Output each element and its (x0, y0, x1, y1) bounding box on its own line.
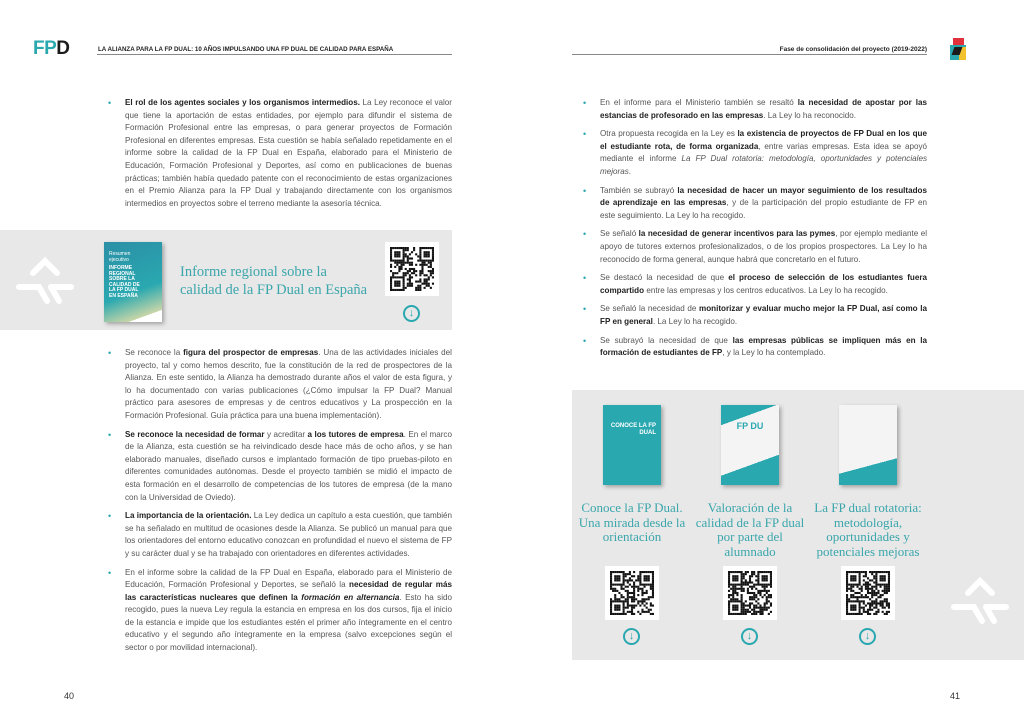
text: . Esto ha sido recogido, pues la nueva Ley regula la estancia en empresa en los dos cursos, fija el inicio de la estancia e impide que los estudiantes estén el primer año íntegramente en el centro educativo y el segundo año íntegramente en la empresa (salvo excepciones según el sector o por movilidad internacional). (125, 592, 453, 653)
text: . Una de las actividades iniciales del proyecto, tal y como hemos descrito, fue la constitución de la red de prospectores de la Alianza. En este sentido, la Alianza ha demostrado durante años el valor de esta figura, y lo ha documentado con varias publicaciones (¿Cómo impulsar la FP Dual? Manual práctico para asesores de empresas y de centros educativos y La prospección en la Formación Profesional. Guía práctica para una buena implementación). (125, 348, 452, 420)
bold-text: formación en alternancia (301, 592, 400, 602)
bold-text: figura del prospector de empresas (183, 348, 319, 357)
cover-text: Resumen (109, 251, 131, 257)
text: Se señaló (600, 229, 639, 239)
bold-text: El rol de los agentes sociales y los organismos intermedios. (125, 98, 360, 107)
text: . La Ley lo ha recogido. (652, 316, 738, 326)
publications-panel (572, 390, 1024, 660)
text: entre las empresas y los centros educativos. La Ley lo ha recogido. (644, 285, 888, 295)
header-rule-right (572, 54, 927, 55)
running-header-left: LA ALIANZA PARA LA FP DUAL: 10 AÑOS IMPULSANDO UNA FP DUAL DE CALIDAD PARA ESPAÑA (98, 46, 394, 53)
bullet-item (108, 97, 452, 210)
text: . La Ley lo ha reconocido. (763, 110, 857, 120)
download-circle-icon[interactable]: ↓ (741, 628, 758, 645)
cover-text: LA FP DUAL (109, 287, 139, 293)
bullet-item (108, 429, 452, 505)
text: Se subrayó la necesidad de que (600, 335, 733, 345)
bold-text: la necesidad de generar incentivos para las pymes (638, 229, 836, 239)
text: , por ejemplo mediante el apoyo de tutores externos profesionalizados, o de los propios prospectores. La Ley lo ha reconocido de forma general, aunque habrá que concretarlo en el futuro. (600, 229, 927, 264)
cover-text: CONOCE LA FP DUAL (610, 423, 656, 436)
bullet-item (108, 567, 452, 655)
text: También se subrayó (600, 185, 678, 195)
text: , y de la participación del propio estudiante de FP en este seguimiento. La Ley lo ha recogido. (600, 198, 927, 220)
brand-mark-icon (950, 38, 966, 60)
cover-text: SOBRE LA (109, 276, 135, 282)
text: , y la Ley lo ha contemplado. (722, 348, 826, 358)
publication-title: Conoce la FP Dual. Una mirada desde la orientación (578, 500, 686, 544)
text: Se señaló la necesidad de (600, 304, 700, 314)
text: En el informe para el Ministerio también se resaltó (600, 98, 798, 107)
bullet-item (583, 128, 927, 178)
text: Se reconoce la (125, 348, 184, 357)
cover-text: CALIDAD DE (109, 281, 140, 288)
bullet-item (583, 335, 927, 360)
publication-title: Valoración de la calidad de la FP dual por parte del alumnado (695, 500, 805, 559)
text: y acreditar (264, 429, 308, 439)
bold-text: la necesidad de hacer un mayor seguimiento de los resultados de aprendizaje en las empresas (600, 185, 927, 208)
text: . (628, 166, 632, 176)
bold-text: la necesidad de apostar por las estancias de profesorado en las empresas (600, 98, 927, 120)
bullet-item (108, 347, 452, 423)
arrows-brand-icon (950, 575, 1010, 630)
text: Otra propuesta recogida en la Ley es (600, 129, 738, 139)
bold-text: las empresas públicas se impliquen más en la formación de estudiantes de FP (600, 335, 927, 358)
bold-text: monitorizar y evaluar mucho mejor la FP Dual, así como la FP en general (600, 304, 927, 326)
bold-text: Se reconoce la necesidad de formar (125, 429, 265, 439)
bullet-item (583, 272, 927, 297)
page-number-right: 41 (950, 691, 961, 701)
bold-text: a los tutores de empresa (307, 429, 404, 439)
bullet-item (583, 97, 927, 122)
publication-title: La FP dual rotatoria: metodología, oportunidades y potenciales mejoras (814, 500, 922, 559)
text: . En el marco de la Alianza, esta cuestión se ha reivindicado desde hace más de ocho años, y se han elaborado manuales, diseñado cursos e implantado formación de tipo pruebas-piloto en diferentes comunidades autónomas. Desde el proyecto también se midió el impacto de esta formación en el desarrollo de competencias de los tutores de empresa (de la mano con la Universidad de Oviedo). (125, 429, 452, 502)
cover-text: REGIONAL (109, 270, 136, 277)
arrows-brand-icon (15, 255, 75, 310)
text: La Ley reconoce el valor que tiene la aportación de estas entidades, por ejemplo para difundir el sistema de Formación Profesional entre las empresas, o para generar proyectos de Formación Profesional en diferentes empresas. Esta cuestión se había señalado repetidamente en el informe sobre la calidad de la FP Dual en España, elaborado para el Ministerio de Educación, Formación Profesional y Deportes, así como en publicaciones de buenas prácticas; también había quedado patente con el reconocimiento de estas organizaciones en el Premio Alianza para la FP Dual y trabajando directamente con los organismos intermedios en proyectos sobre el terreno mediante la asesoría técnica. (125, 98, 452, 208)
publication-cover (839, 405, 897, 485)
bullet-item (108, 510, 452, 560)
download-circle-icon[interactable]: ↓ (403, 305, 420, 322)
bold-text: el proceso de selección de los estudiantes fuera compartido (600, 273, 927, 295)
text: Se destacó la necesidad de que (600, 273, 729, 283)
cover-text: EN ESPAÑA (109, 292, 138, 299)
qr-code-icon[interactable] (841, 566, 895, 620)
publication-card (808, 390, 928, 660)
text: , entre varias empresas. Esta idea se apoyó mediante el informe (600, 141, 927, 164)
page-number-left: 40 (64, 691, 75, 701)
download-circle-icon[interactable]: ↓ (623, 628, 640, 645)
promo-title: Informe regional sobre la calidad de la FP Dual en España (180, 264, 368, 298)
cover-text: FP DU (736, 421, 764, 431)
publication-card (572, 390, 692, 660)
publication-card (690, 390, 810, 660)
left-top-text (108, 97, 452, 216)
cover-text: ejecutivo (109, 256, 129, 263)
fpd-logo: FPD (33, 38, 70, 59)
report-cover (104, 242, 162, 322)
header-rule (97, 54, 452, 55)
left-bullets (108, 347, 452, 661)
bold-text: necesidad de regular más las características nucleares que definen la (125, 580, 452, 602)
running-header-right: Fase de consolidación del proyecto (2019-2022) (779, 46, 927, 53)
qr-code-icon[interactable] (605, 566, 659, 620)
bullet-item (583, 228, 927, 266)
text: La Ley dedica un capítulo a esta cuestión, que también se ha señalado en multitud de ocasiones desde la Alianza. Se publicó un manual para que los orientadores del entorno educativo conozcan en profundidad el nuevo el sistema de FP y su carácter dual y se ha trabajado con orientadores en diferentes actividades. (125, 511, 453, 558)
bullet-item (583, 185, 927, 223)
cover-text: INFORME (109, 265, 133, 271)
publication-cover (721, 405, 779, 485)
publication-cover (603, 405, 661, 485)
bold-text: La importancia de la orientación. (125, 511, 252, 521)
promo-band (0, 230, 452, 330)
right-bullets (583, 97, 927, 366)
bold-text: la existencia de proyectos de FP Dual en los que el estudiante rota, de forma organizada (600, 129, 927, 151)
text: La FP Dual rotatoria: metodología, oportunidades y potenciales mejoras (600, 154, 927, 176)
qr-code-icon[interactable] (723, 566, 777, 620)
text: En el informe sobre la calidad de la FP Dual en España, elaborado para el Ministerio de Educación, Formación Profesional y Deportes, se señaló la (125, 567, 452, 590)
bullet-item (583, 303, 927, 328)
qr-code-icon[interactable] (385, 242, 439, 296)
download-circle-icon[interactable]: ↓ (859, 628, 876, 645)
